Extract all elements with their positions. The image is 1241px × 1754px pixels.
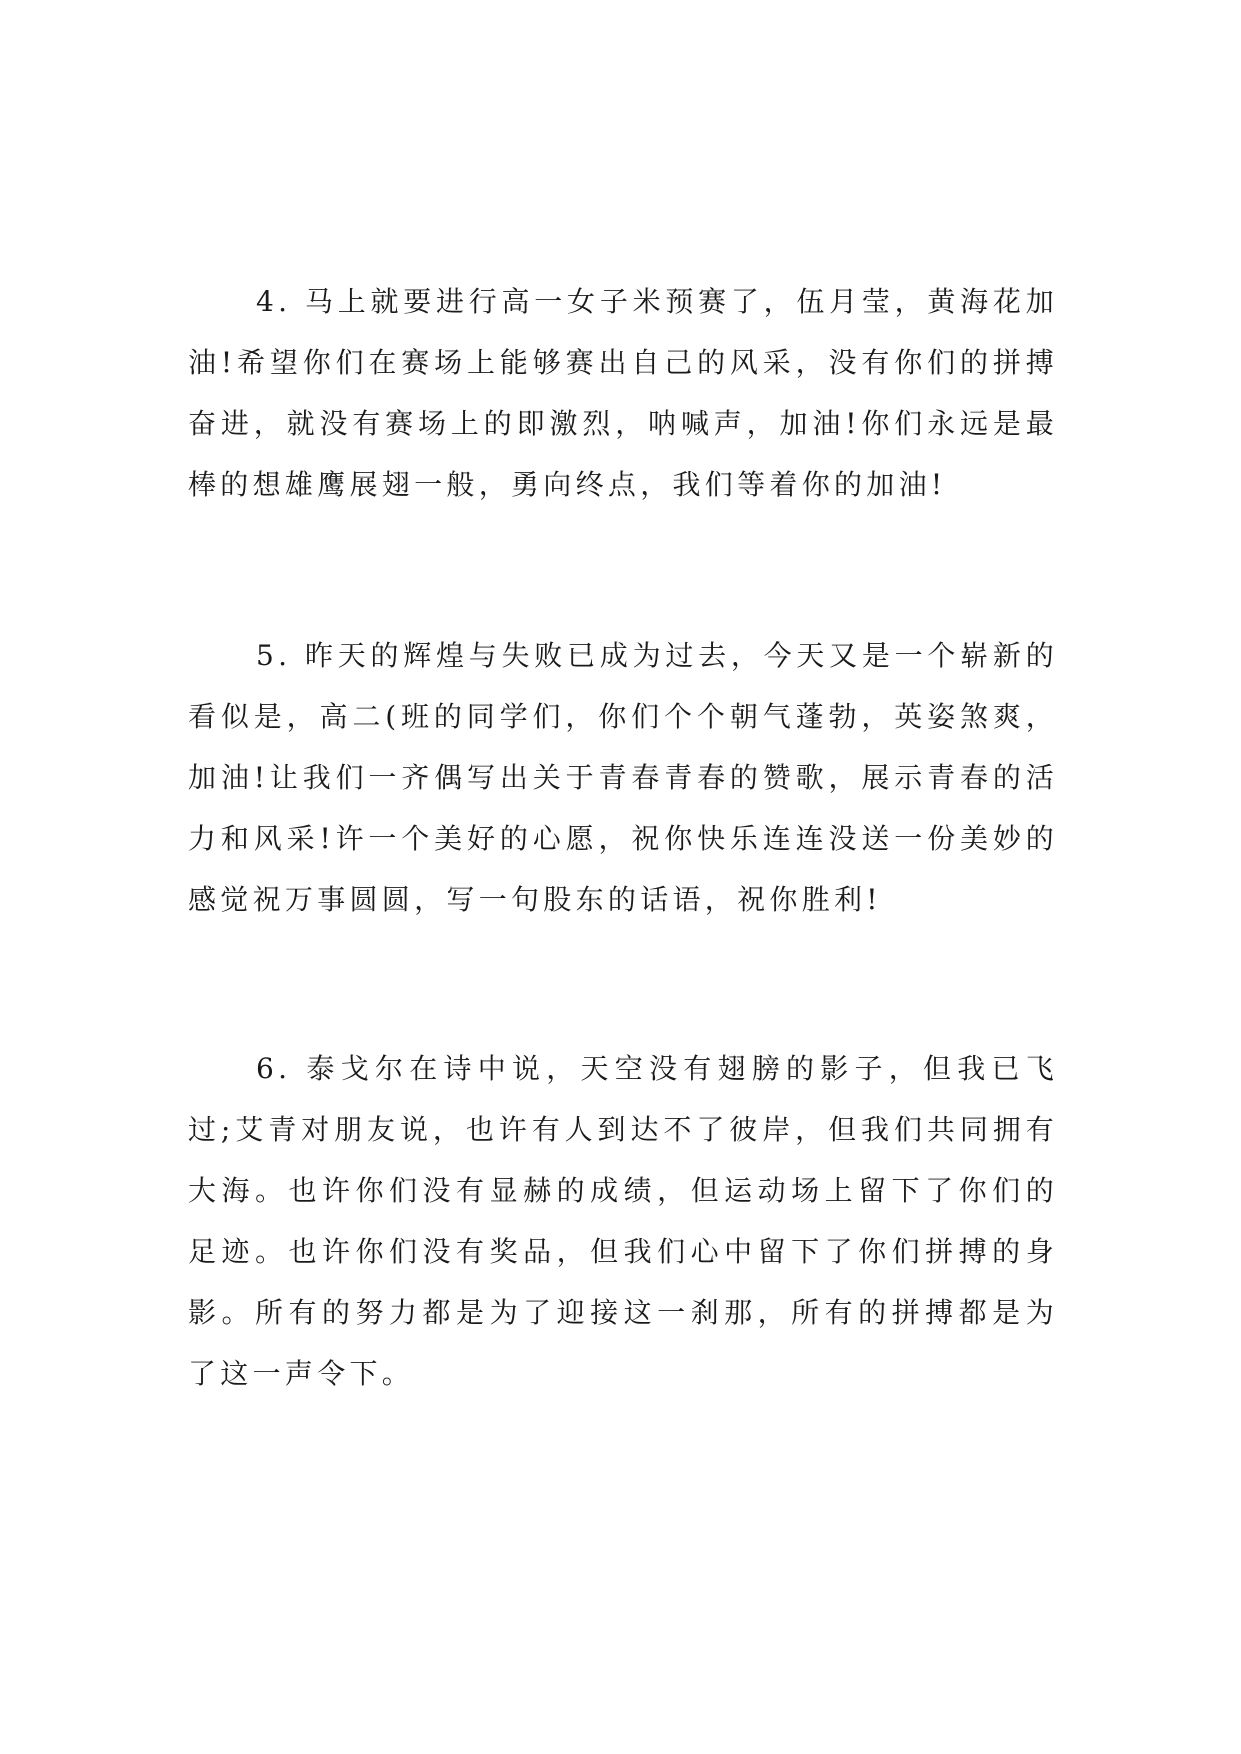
paragraph-5: 5. 昨天的辉煌与失败已成为过去，今天又是一个崭新的看似是，高二(班的同学们，你们个个朝气蓬勃，英姿煞爽，加油!让我们一齐偶写出关于青春青春的赞歌，展示青春的活力和风采!许一个美好的心愿，祝你快乐连连没送一份美妙的感觉祝万事圆圆，写一句股东的话语，祝你胜利! (188, 639, 1058, 916)
paragraph-6: 6. 泰戈尔在诗中说，天空没有翅膀的影子，但我已飞过;艾青对朋友说，也许有人到达不了彼岸，但我们共同拥有大海。也许你们没有显赫的成绩，但运动场上留下了你们的足迹。也许你们没有奖品，但我们心中留下了你们拼搏的身影。所有的努力都是为了迎接这一刹那，所有的拼搏都是为了这一声令下。 (188, 1052, 1058, 1390)
paragraph-4: 4. 马上就要进行高一女子米预赛了，伍月莹，黄海花加油!希望你们在赛场上能够赛出自己的风采，没有你们的拼搏奋进，就没有赛场上的即激烈，呐喊声，加油!你们永远是最棒的想雄鹰展翅一般，勇向终点，我们等着你的加油! (188, 285, 1058, 501)
